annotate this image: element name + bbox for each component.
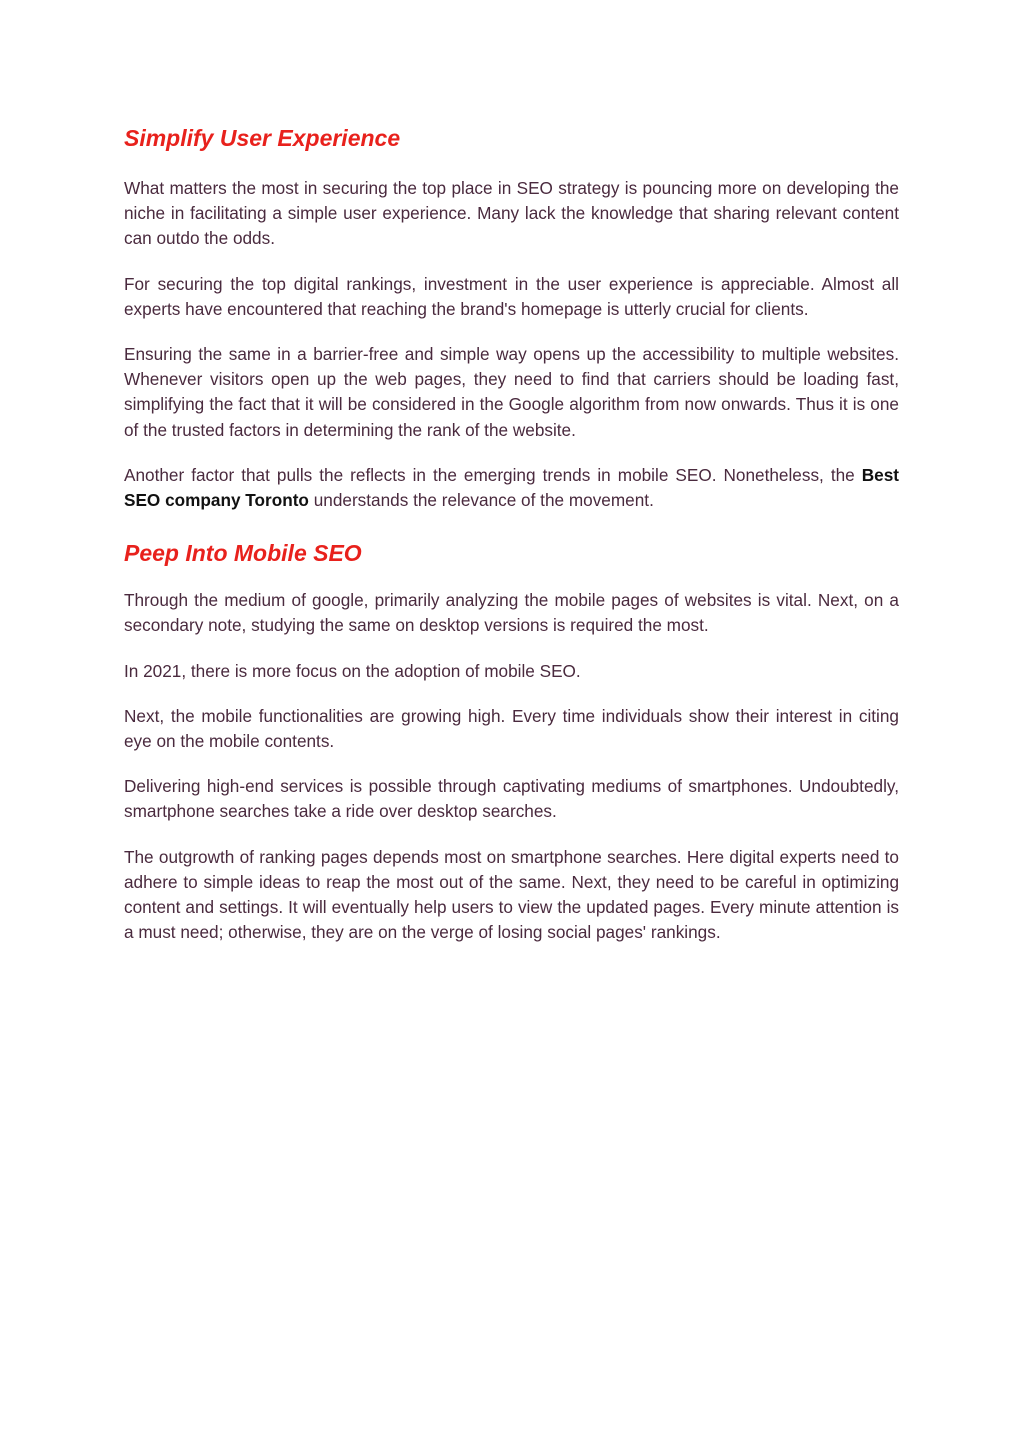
paragraph: In 2021, there is more focus on the adoption of mobile SEO. [124, 660, 581, 681]
section-heading-peep-into-mobile-seo: Peep Into Mobile SEO [124, 540, 362, 567]
paragraph: For securing the top digital rankings, investment in the user experience is appreciable. Almost all experts have encountered that reaching the brand's homepage is utterly crucial for clients. [124, 273, 899, 319]
section-heading-simplify-user-experience: Simplify User Experience [124, 125, 401, 151]
paragraph: Through the medium of google, primarily analyzing the mobile pages of websites is vital. Next, on a secondary note, studying the same on desktop versions is required the most. [124, 590, 899, 636]
paragraph: Delivering high-end services is possible through captivating mediums of smartphones. Undoubtedly, smartphone searches take a ride over desktop searches. [124, 776, 899, 822]
best-seo-company-toronto-link[interactable]: Best SEO company Toronto [124, 464, 899, 511]
paragraph-text-before: Another factor that pulls the reflects in the emerging trends in mobile SEO. Nonetheless, the [124, 464, 862, 485]
document-body [124, 118, 899, 965]
paragraph: What matters the most in securing the top place in SEO strategy is pouncing more on developing the niche in facilitating a simple user experience. Many lack the knowledge that sharing relevant content can outdo the odds. [124, 178, 899, 249]
paragraph-text-after: understands the relevance of the movement. [308, 490, 654, 511]
paragraph-with-link [124, 463, 899, 513]
paragraph: Next, the mobile functionalities are growing high. Every time individuals show their interest in citing eye on the mobile contents. [124, 705, 899, 752]
paragraph: The outgrowth of ranking pages depends most on smartphone searches. Here digital experts need to adhere to simple ideas to reap the most out of the same. Next, they need to be careful in optimizing content and settings. It will eventually help users to view the updated pages. Every minute attention is a must need; otherwise, they are on the verge of losing social pages' rankings. [124, 846, 899, 943]
paragraph: Ensuring the same in a barrier-free and simple way opens up the accessibility to multiple websites. Whenever visitors open up the web pages, they need to find that carriers should be loading fast, simplifying the fact that it will be considered in the Google algorithm from now onwards. Thus it is one of the trusted factors in determining the rank of the website. [124, 344, 899, 440]
